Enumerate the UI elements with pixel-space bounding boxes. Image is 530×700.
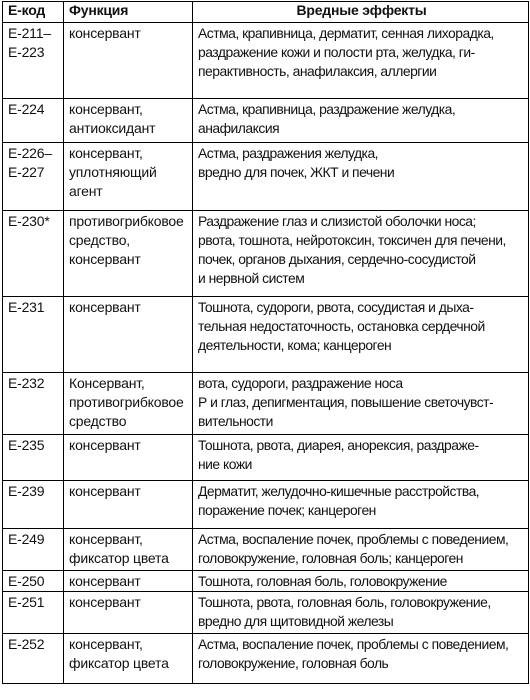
function-line: консервант, (69, 101, 143, 117)
function-cell (64, 481, 193, 529)
table-row (3, 634, 529, 684)
effects-line: головокружение, головная боль; канцероген (198, 550, 463, 566)
code-cell (3, 634, 64, 684)
effects-line: вредно для почек, ЖКТ и печени (198, 164, 395, 180)
function-cell (64, 373, 193, 435)
effects-line: вредно для щитовидной железы (198, 613, 394, 629)
code-line: Е-252 (8, 636, 45, 652)
effects-line: Астма, крапивница, раздражение желудка, (198, 101, 456, 117)
function-cell (64, 592, 193, 634)
effects-line: головокружение, головная боль (198, 655, 389, 671)
code-cell (3, 373, 64, 435)
function-line: антиоксидант (69, 120, 156, 136)
effects-cell (193, 23, 529, 99)
effects-cell (193, 99, 529, 143)
effects-cell (193, 481, 529, 529)
function-cell (64, 529, 193, 571)
table-row (3, 143, 529, 211)
code-cell (3, 435, 64, 481)
function-line: консервант, (69, 636, 143, 652)
effects-cell (193, 529, 529, 571)
effects-line: Тошнота, судороги, рвота, сосудистая и дыха- (198, 299, 474, 315)
effects-line: перактивность, анафилаксия, аллергии (198, 63, 437, 79)
header-function: Функция (64, 2, 193, 23)
function-line: агент (69, 183, 103, 199)
function-cell (64, 435, 193, 481)
code-cell (3, 297, 64, 373)
code-line: Е-224 (8, 101, 45, 117)
table-row (3, 297, 529, 373)
function-line: консервант (69, 573, 141, 589)
table-row (3, 529, 529, 571)
function-line: консервант (69, 437, 141, 453)
function-line: фиксатор цвета (69, 655, 169, 671)
function-line: консервант (69, 251, 141, 267)
code-line: Е-250 (8, 573, 45, 589)
function-line: противогрибковое (69, 213, 184, 229)
effects-line: почек, органов дыхания, сердечно-сосудистой (198, 251, 476, 267)
effects-cell (193, 143, 529, 211)
effects-line: рвота, тошнота, нейротоксин, токсичен для печени, (198, 232, 506, 248)
table-row (3, 99, 529, 143)
effects-line: Раздражение глаз и слизистой оболочки носа; (198, 213, 476, 229)
code-line: Е-235 (8, 437, 45, 453)
effects-line: деятельности, кома; канцероген (198, 337, 392, 353)
effects-line: Астма, воспаление почек, проблемы с поведением, (198, 636, 509, 652)
effects-line: Р и глаз, депигментация, повышение светочувст- (198, 394, 494, 410)
function-line: консервант (69, 483, 141, 499)
function-line: фиксатор цвета (69, 550, 169, 566)
code-line: Е-230* (8, 213, 50, 229)
function-line: консервант, (69, 145, 143, 161)
effects-line: Тошнота, рвота, головная боль, головокружение, (198, 594, 491, 610)
code-line: Е-231 (8, 299, 45, 315)
effects-cell (193, 297, 529, 373)
code-cell (3, 571, 64, 592)
effects-line: анафилаксия (198, 120, 280, 136)
effects-line: Астма, крапивница, дерматит, сенная лихорадка, (198, 25, 494, 41)
effects-cell (193, 571, 529, 592)
table-body (3, 23, 529, 684)
code-cell (3, 23, 64, 99)
effects-line: Тошнота, головная боль, головокружение (198, 573, 447, 589)
code-line: Е-239 (8, 483, 45, 499)
effects-line: Астма, раздражения желудка, (198, 145, 379, 161)
function-line: средство, (69, 232, 131, 248)
effects-line: вительности (198, 413, 273, 429)
code-line: Е-211– (8, 25, 51, 41)
function-cell (64, 211, 193, 297)
function-line: Консервант, (69, 375, 145, 391)
effects-line: поражение почек; канцероген (198, 502, 376, 518)
table-row (3, 481, 529, 529)
code-line: Е-227 (8, 164, 45, 180)
table-row (3, 211, 529, 297)
effects-cell (193, 634, 529, 684)
function-cell (64, 23, 193, 99)
effects-line: Астма, воспаление почек, проблемы с поведением, (198, 531, 509, 547)
header-code: Е-код (3, 2, 64, 23)
effects-line: тельная недостаточность, остановка сердечной (198, 318, 485, 334)
code-line: Е-226– (8, 145, 52, 161)
effects-line: вота, судороги, раздражение носа (198, 375, 403, 391)
code-cell (3, 211, 64, 297)
function-cell (64, 634, 193, 684)
effects-cell (193, 592, 529, 634)
effects-line: Тошнота, рвота, диарея, анорексия, раздраже- (198, 437, 479, 453)
function-cell (64, 99, 193, 143)
function-line: консервант (69, 594, 141, 610)
code-cell (3, 143, 64, 211)
code-cell (3, 529, 64, 571)
code-cell (3, 99, 64, 143)
function-line: консервант (69, 25, 141, 41)
header-row (3, 2, 529, 23)
function-line: противогрибковое (69, 394, 184, 410)
effects-cell (193, 435, 529, 481)
function-line: консервант (69, 299, 141, 315)
e-additives-table (2, 1, 529, 684)
function-line: консервант, (69, 531, 143, 547)
header-effects: Вредные эффекты (193, 2, 529, 23)
table-row (3, 23, 529, 99)
effects-line: и нервной систем (198, 270, 305, 286)
table-row (3, 373, 529, 435)
table-row (3, 435, 529, 481)
code-cell (3, 481, 64, 529)
effects-cell (193, 373, 529, 435)
effects-cell (193, 211, 529, 297)
function-line: средство (69, 413, 127, 429)
code-line: Е-249 (8, 531, 45, 547)
table-row (3, 592, 529, 634)
effects-line: раздражение кожи и полости рта, желудка, ги- (198, 44, 475, 60)
function-cell (64, 571, 193, 592)
function-line: уплотняющий (69, 164, 157, 180)
code-line: Е-232 (8, 375, 45, 391)
function-cell (64, 297, 193, 373)
function-cell (64, 143, 193, 211)
code-cell (3, 592, 64, 634)
code-line: Е-251 (8, 594, 45, 610)
effects-line: ние кожи (198, 456, 252, 472)
table-row (3, 571, 529, 592)
effects-line: Дерматит, желудочно-кишечные расстройства, (198, 483, 480, 499)
code-line: Е-223 (8, 44, 45, 60)
